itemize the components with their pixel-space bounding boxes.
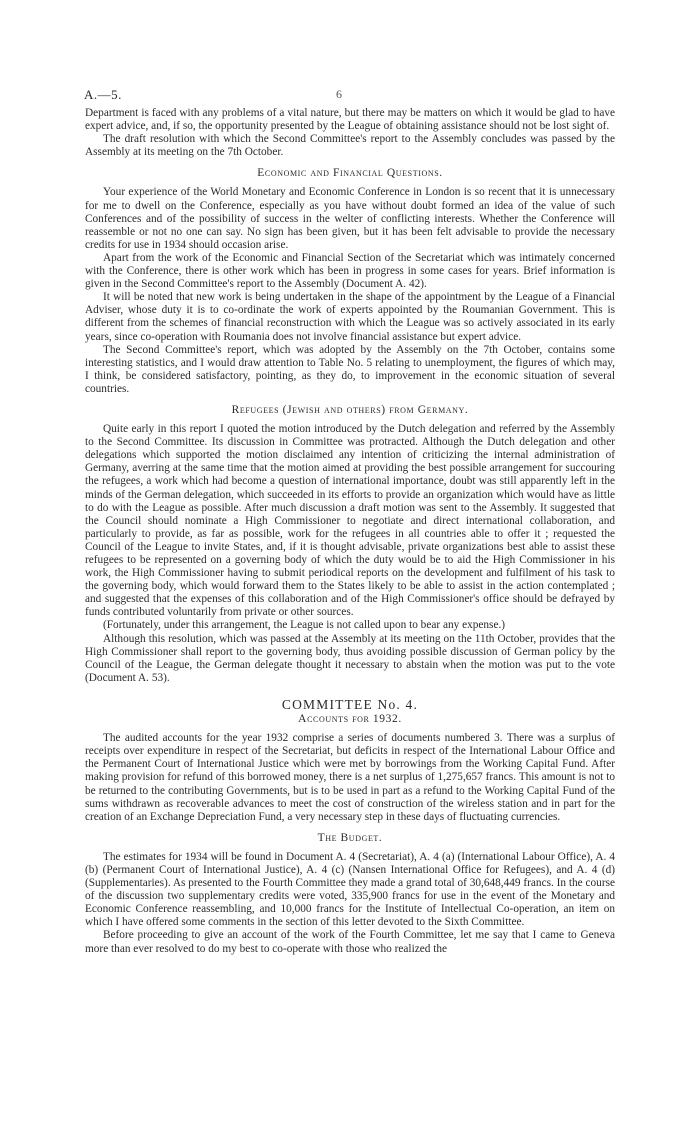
page-number: 6 [336,87,342,101]
document-body [85,107,615,956]
paragraph: It will be noted that new work is being undertaken in the shape of the appointment by the League of a Financial Adviser, whose duty it is to co-ordinate the work of experts appointed by the Roumanian Government. This is different from the schemes of financial reconstruction with which the League was so actively associated in its early years, since co-operation with Roumania does not involve financial assistance but expert advice. [85,291,615,343]
paragraph: Quite early in this report I quoted the motion introduced by the Dutch delegation and referred by the Assembly to the Second Committee. Its discussion in Committee was protracted. Although the Dutch delegation and other delegations which supported the motion disclaimed any intention of criticizing the internal administration of Germany, averring at the same time that the motion aimed at providing the best possible arrangement for succouring the refugees, a work which had become a question of international importance, doubt was still apparently left in the minds of the German delegation, which succeeded in its efforts to provide an organization which would have as little to do with the League as possible. After much discussion a draft motion was sent to the Assembly. It suggested that the Council should nominate a High Commissioner to negotiate and direct international collaboration, and particularly to provide, as far as possible, work for the refugees in all countries able to offer it ; requested the Council of the League to invite States, and, if it is thought advisable, private organizations best able to assist these refugees to be represented on a governing body of which the duty would be to aid the High Commissioner in his work, the High Commissioner having to submit periodical reports on the development and fulfilment of his task to the governing body, which would forward them to the States likely to be able to assist in the action contemplated ; and suggested that the expenses of this collaboration and of the High Commissioner's office should be defrayed by funds contributed voluntarily from private or other sources. [85,423,615,619]
paragraph: The audited accounts for the year 1932 comprise a series of documents numbered 3. There was a surplus of receipts over expenditure in respect of the Secretariat, but deficits in respect of the International Labour Office and the Permanent Court of International Justice which were met by borrowings from the Working Capital Fund. After making provision for refund of this borrowed money, there is a net surplus of 1,275,657 francs. This amount is not to be returned to the contributing Governments, but is to be used in part as a refund to the Working Capital Fund of the sums withdrawn as recoverable advances to meet the cost of construction of the wireless station and in part for the creation of an Exchange Depreciation Fund, a very necessary step in these days of fluctuating currencies. [85,732,615,823]
paragraph: (Fortunately, under this arrangement, the League is not called upon to bear any expense.) [103,619,506,632]
paragraph: The Second Committee's report, which was adopted by the Assembly on the 7th October, contains some interesting statistics, and I would draw attention to Table No. 5 relating to unemployment, the figures of which may, I think, be considered satisfactory, pointing, as they do, to improvement in the economic situation of several countries. [85,343,615,395]
paragraph: Before proceeding to give an account of the work of the Fourth Committee, let me say that I came to Geneva more than ever resolved to do my best to co-operate with those who realized the [85,929,615,955]
committee-heading: COMMITTEE No. 4. [281,696,419,712]
paragraph: Apart from the work of the Economic and Financial Section of the Secretariat which was intimately concerned with the Conference, there is other work which has been in progress in some cases for years. Brief information is given in the Second Committee's report to the Assembly (Document A. 42). [85,251,615,291]
section-heading-budget: The Budget. [317,831,383,844]
section-heading-refugees: Refugees (Jewish and others) from Germany. [231,403,469,416]
section-heading-economic: Economic and Financial Questions. [257,167,443,180]
document-reference: A.—5. [84,87,122,102]
section-heading-accounts: Accounts for 1932. [298,713,402,726]
paragraph: The estimates for 1934 will be found in Document A. 4 (Secretariat), A. 4 (a) (International Labour Office), A. 4 (b) (Permanent Court of International Justice), A. 4 (c) (Nansen International Office for Refugees), and A. 4 (d) (Supplementaries). As presented to the Fourth Committee they made a grand total of 30,648,449 francs. In the course of the discussion two supplementary credits were voted, 335,900 francs for use in the event of the Monetary and Economic Conference reassembling, and 10,000 francs for the Institute of Intellectual Co-operation, an item on which I have offered some comments in the section of this letter devoted to the Sixth Committee. [85,850,615,929]
paragraph: Department is faced with any problems of a vital nature, but there may be matters on which it would be glad to have expert advice, and, if so, the opportunity presented by the League of obtaining assistance should not be lost sight of. [85,107,615,133]
paragraph: Your experience of the World Monetary and Economic Conference in London is so recent that it is unnecessary for me to dwell on the Conference, especially as you have without doubt formed an idea of the value of such Conferences and of the possibility of success in the welter of conflicting interests. Whether the Conference will reassemble or not no one can say. No sign has been given, but it has been felt advisable to provide the necessary credits for use in 1934 should occasion arise. [85,186,615,251]
paragraph: The draft resolution with which the Second Committee's report to the Assembly concludes was passed by the Assembly at its meeting on the 7th October. [85,133,615,159]
paragraph: Although this resolution, which was passed at the Assembly at its meeting on the 11th October, provides that the High Commissioner shall report to the governing body, thus avoiding possible discussion of German policy by the Council of the League, the German delegate thought it necessary to abstain when the motion was put to the vote (Document A. 53). [85,632,615,684]
